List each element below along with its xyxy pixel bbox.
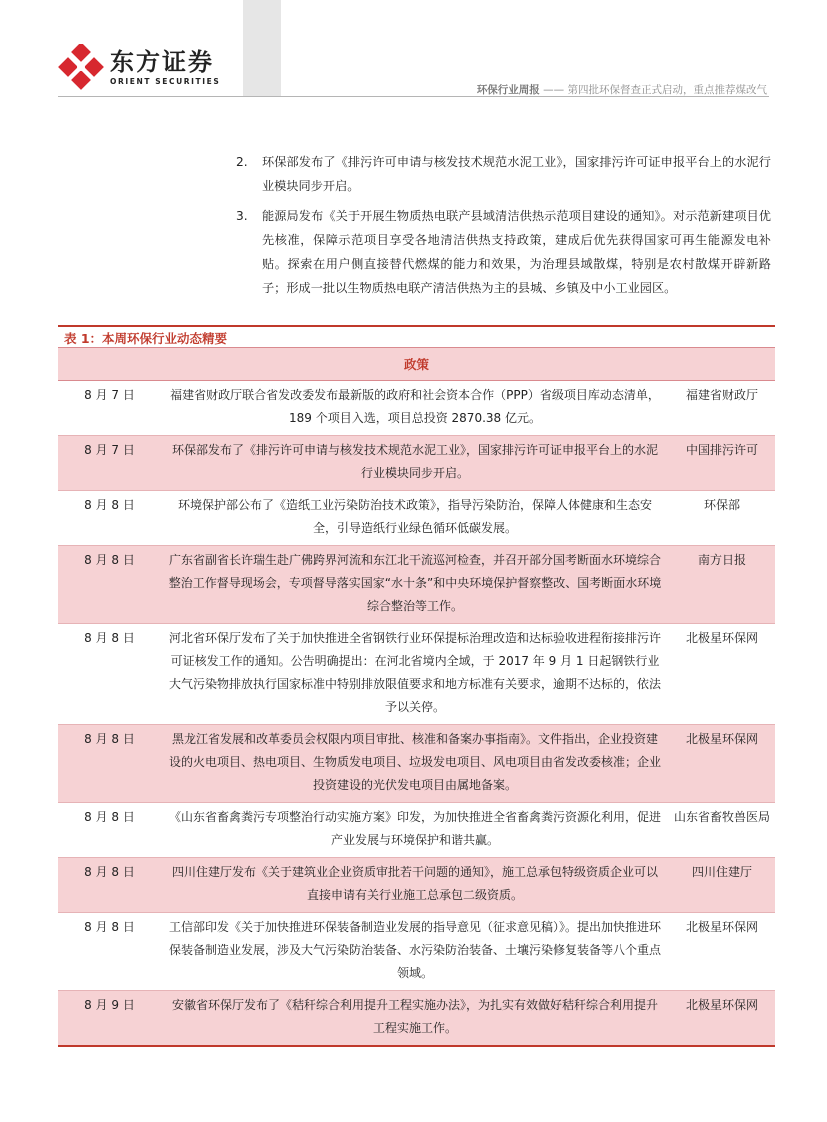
orient-logo-icon: [58, 44, 104, 90]
table-row: [58, 624, 775, 725]
row-description: 《山东省畜禽粪污专项整治行动实施方案》印发，为加快推进全省畜禽粪污资源化利用，促进产业发展与环境保护和谐共赢。: [161, 803, 669, 858]
list-number: 3.: [236, 209, 248, 223]
row-source: 北极星环保网: [669, 725, 775, 803]
table-row: [58, 858, 775, 913]
row-description: 四川住建厅发布《关于建筑业企业资质审批若干问题的通知》，施工总承包特级资质企业可以直接申请有关行业施工总承包二级资质。: [161, 858, 669, 913]
header-divider: [58, 96, 769, 97]
row-source: 中国排污许可: [669, 436, 775, 491]
row-date: 8 月 8 日: [58, 913, 161, 991]
row-description: 工信部印发《关于加快推进环保装备制造业发展的指导意见（征求意见稿）》。提出加快推进环保装备制造业发展，涉及大气污染防治装备、水污染防治装备、土壤污染修复装备等八个重点领域。: [161, 913, 669, 991]
row-date: 8 月 8 日: [58, 803, 161, 858]
row-description: 黑龙江省发展和改革委员会权限内项目审批、核准和备案办事指南》。文件指出，企业投资建设的火电项目、热电项目、生物质发电项目、垃圾发电项目、风电项目由省发改委核准；企业投资建设的光伏发电项目由属地备案。: [161, 725, 669, 803]
row-date: 8 月 8 日: [58, 725, 161, 803]
row-description: 环境保护部公布了《造纸工业污染防治技术政策》，指导污染防治，保障人体健康和生态安全，引导造纸行业绿色循环低碳发展。: [161, 491, 669, 546]
row-source: 福建省财政厅: [669, 381, 775, 436]
row-description: 安徽省环保厅发布了《秸秆综合利用提升工程实施办法》，为扎实有效做好秸秆综合利用提升工程实施工作。: [161, 991, 669, 1047]
list-text: 能源局发布《关于开展生物质热电联产县域清洁供热示范项目建设的通知》。对示范新建项目优先核准，保障示范项目享受各地清洁供热支持政策，建成后优先获得国家可再生能源发电补贴。探索在用户侧直接替代燃煤的能力和效果，为治理县域散煤，特别是农村散煤开辟新路子；形成一批以生物质热电联产清洁供热为主的县城、乡镇及中小工业园区。: [262, 209, 771, 295]
numbered-list: [236, 150, 771, 306]
table-row: [58, 991, 775, 1047]
company-logo: [58, 44, 220, 90]
table-row: [58, 436, 775, 491]
report-title: 第四批环保督查正式启动，重点推荐煤改气: [567, 84, 767, 96]
row-source: 北极星环保网: [669, 913, 775, 991]
header-gray-band: [243, 0, 281, 97]
row-date: 8 月 8 日: [58, 858, 161, 913]
report-type: 环保行业周报: [476, 84, 540, 96]
row-date: 8 月 8 日: [58, 491, 161, 546]
table-row: [58, 913, 775, 991]
company-name-cn: 东方证券: [110, 47, 214, 76]
policy-table: [58, 325, 775, 1047]
row-source: 北极星环保网: [669, 624, 775, 725]
table-row: [58, 546, 775, 624]
row-source: 北极星环保网: [669, 991, 775, 1047]
row-date: 8 月 7 日: [58, 381, 161, 436]
row-description: 河北省环保厅发布了关于加快推进全省钢铁行业环保提标治理改造和达标验收进程衔接排污许可证核发工作的通知。公告明确提出：在河北省境内全域，于 2017 年 9 月 1 日起钢铁行业大气污染物排放执行国家标准中特别排放限值要求和地方标准有关要求，逾期不达标的，依法予以关停。: [161, 624, 669, 725]
row-source: 四川住建厅: [669, 858, 775, 913]
row-description: 福建省财政厅联合省发改委发布最新版的政府和社会资本合作（PPP）省级项目库动态清单，189 个项目入选，项目总投资 2870.38 亿元。: [161, 381, 669, 436]
row-date: 8 月 9 日: [58, 991, 161, 1047]
list-item: [236, 150, 771, 198]
list-text: 环保部发布了《排污许可申请与核发技术规范水泥工业》，国家排污许可证申报平台上的水泥行业模块同步开启。: [262, 155, 771, 193]
header-separator: ——: [543, 84, 565, 96]
list-item: [236, 204, 771, 300]
table-caption: 表 1：本周环保行业动态精要: [58, 325, 775, 347]
row-date: 8 月 8 日: [58, 546, 161, 624]
table-row: [58, 491, 775, 546]
table-section-header: 政策: [58, 348, 775, 381]
row-description: 广东省副省长许瑞生赴广佛跨界河流和东江北干流巡河检查，并召开部分国考断面水环境综合整治工作督导现场会，专项督导落实国家“水十条”和中央环境保护督察整改、国考断面水环境综合整治等工作。: [161, 546, 669, 624]
company-name-en: ORIENT SECURITIES: [110, 76, 221, 86]
table-row: [58, 725, 775, 803]
row-date: 8 月 8 日: [58, 624, 161, 725]
row-description: 环保部发布了《排污许可申请与核发技术规范水泥工业》，国家排污许可证申报平台上的水泥行业模块同步开启。: [161, 436, 669, 491]
row-source: 南方日报: [669, 546, 775, 624]
row-source: 环保部: [669, 491, 775, 546]
list-number: 2.: [236, 155, 248, 169]
row-date: 8 月 7 日: [58, 436, 161, 491]
table-row: [58, 803, 775, 858]
report-header: [477, 82, 767, 97]
row-source: 山东省畜牧兽医局: [669, 803, 775, 858]
table-row: [58, 381, 775, 436]
